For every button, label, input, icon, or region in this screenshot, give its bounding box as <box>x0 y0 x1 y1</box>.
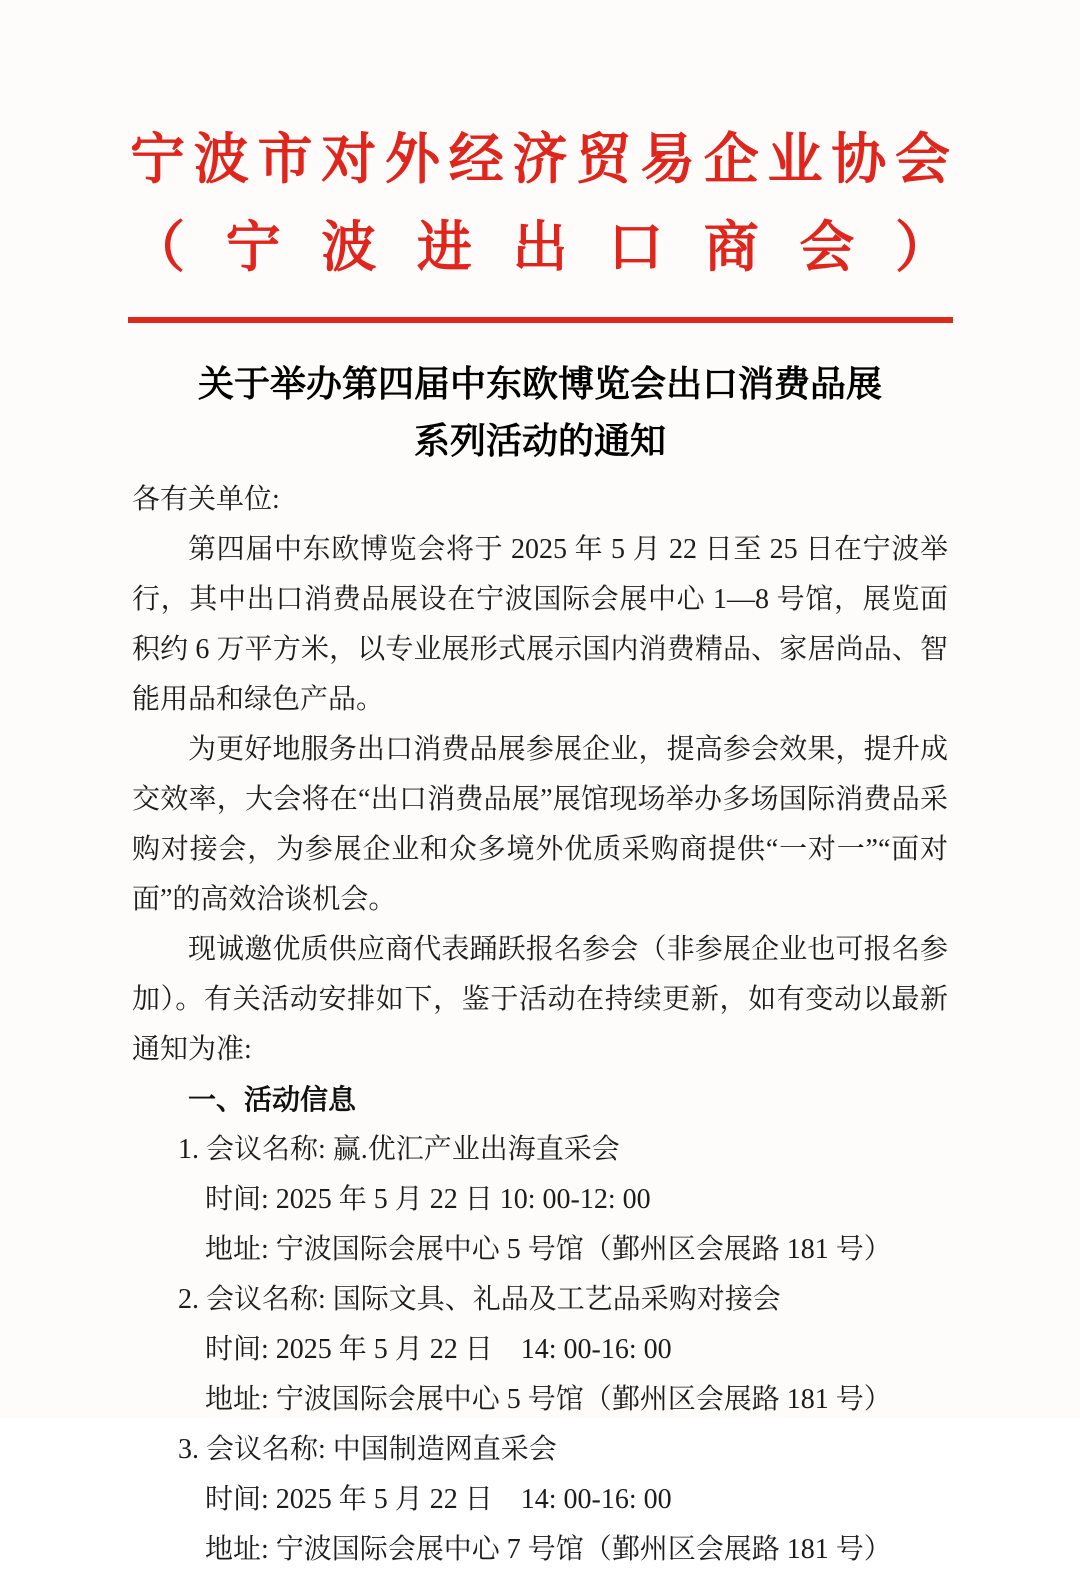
event-3-time-label: 时间: <box>205 1483 269 1515</box>
event-1-name-line <box>132 1125 948 1175</box>
event-2-number: 2. <box>178 1283 199 1315</box>
event-item-1 <box>132 1125 948 1275</box>
org-name-line1: 宁波市对外经济贸易企业协会 <box>130 128 950 190</box>
event-1-address-line <box>132 1225 948 1275</box>
document-title <box>132 356 948 470</box>
event-1-number: 1. <box>178 1133 199 1165</box>
event-1-address-label: 地址: <box>205 1233 269 1265</box>
document-body <box>0 356 1080 1575</box>
event-1-name-label: 会议名称: <box>206 1133 326 1165</box>
event-3-address-label: 地址: <box>205 1533 269 1565</box>
event-2-name-value: 国际文具、礼品及工艺品采购对接会 <box>332 1283 781 1315</box>
event-2-address-line <box>132 1375 948 1425</box>
section-heading-activity-info: 一、活动信息 <box>188 1083 357 1115</box>
paragraph-event-overview: 第四届中东欧博览会将于 2025 年 5 月 22 日至 25 日在宁波举行，其中出口消费品展设在宁波国际会展中心 1—8 号馆，展览面积约 6 万平方米，以专业展形式展示国内消费精品、家居尚品、智能用品和绿色产品。 <box>132 533 948 715</box>
event-3-name-value: 中国制造网直采会 <box>332 1433 557 1465</box>
event-1-name-value: 赢.优汇产业出海直采会 <box>332 1133 620 1165</box>
event-1-address-value: 宁波国际会展中心 5 号馆（鄞州区会展路 181 号） <box>275 1233 892 1265</box>
event-3-time-line <box>132 1475 948 1525</box>
event-3-name-label: 会议名称: <box>206 1433 326 1465</box>
letterhead-divider <box>128 317 953 323</box>
event-1-time-label: 时间: <box>205 1183 269 1215</box>
document-title-line1: 关于举办第四届中东欧博览会出口消费品展 <box>197 363 882 404</box>
event-2-time-line <box>132 1325 948 1375</box>
event-3-name-line <box>132 1425 948 1475</box>
document-title-line2: 系列活动的通知 <box>413 420 666 461</box>
event-2-time-value: 2025 年 5 月 22 日 14: 00-16: 00 <box>275 1333 672 1365</box>
event-2-time-label: 时间: <box>205 1333 269 1365</box>
salutation: 各有关单位: <box>132 483 280 515</box>
event-3-time-value: 2025 年 5 月 22 日 14: 00-16: 00 <box>275 1483 672 1515</box>
event-1-time-value: 2025 年 5 月 22 日 10: 00-12: 00 <box>275 1183 651 1215</box>
paragraph-matchmaking: 为更好地服务出口消费品展参展企业，提高参会效果，提升成交效率，大会将在“出口消费品展”展馆现场举办多场国际消费品采购对接会，为参展企业和众多境外优质采购商提供“一对一”“面对面”的高效洽谈机会。 <box>132 733 948 915</box>
org-name-line2: （宁波进出口商会） <box>130 215 950 278</box>
paragraph-invitation: 现诚邀优质供应商代表踊跃报名参会（非参展企业也可报名参加）。有关活动安排如下，鉴于活动在持续更新，如有变动以最新通知为准: <box>132 933 948 1065</box>
event-item-3 <box>132 1425 948 1575</box>
event-2-name-label: 会议名称: <box>206 1283 326 1315</box>
event-1-time-line <box>132 1175 948 1225</box>
event-2-address-label: 地址: <box>205 1383 269 1415</box>
event-2-name-line <box>132 1275 948 1325</box>
event-3-address-value: 宁波国际会展中心 7 号馆（鄞州区会展路 181 号） <box>275 1533 892 1565</box>
event-3-number: 3. <box>178 1433 199 1465</box>
letterhead <box>0 0 1080 323</box>
event-3-address-line <box>132 1525 948 1575</box>
event-2-address-value: 宁波国际会展中心 5 号馆（鄞州区会展路 181 号） <box>275 1383 892 1415</box>
event-item-2 <box>132 1275 948 1425</box>
